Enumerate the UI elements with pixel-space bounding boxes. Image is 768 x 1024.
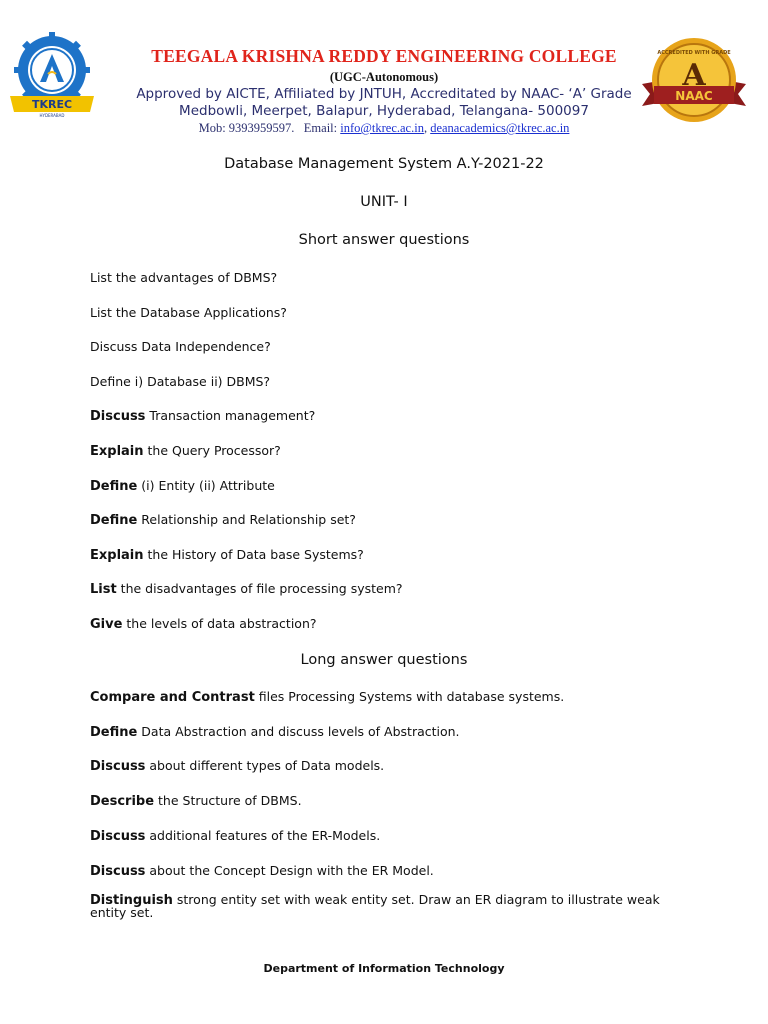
question-item <box>90 617 680 632</box>
question-item <box>90 375 680 389</box>
question-item <box>90 271 680 285</box>
email-link-deanacademics[interactable]: deanacademics@tkrec.ac.in <box>430 121 570 135</box>
question-item <box>90 582 680 597</box>
question-verb: Explain <box>90 547 144 563</box>
logo-right-grade: A <box>682 58 706 93</box>
question-verb: Discuss <box>90 863 146 879</box>
question-item <box>90 444 680 459</box>
short-answer-heading: Short answer questions <box>298 232 470 248</box>
question-text: about the Concept Design with the ER Model. <box>145 862 434 878</box>
logo-right-text: NAAC <box>675 89 713 103</box>
question-text: files Processing Systems with database systems. <box>254 689 565 704</box>
question-text: the History of Data base Systems? <box>143 546 364 562</box>
question-verb: Give <box>90 617 123 632</box>
question-item <box>90 513 680 528</box>
email-link-info[interactable]: info@tkrec.ac.in <box>340 121 424 135</box>
question-text: the Query Processor? <box>143 443 281 458</box>
question-item <box>90 690 680 705</box>
question-text: (i) Entity (ii) Attribute <box>137 477 275 493</box>
department-footer: Department of Information Technology <box>263 962 505 975</box>
question-verb: Discuss <box>90 409 146 425</box>
question-item <box>90 548 680 563</box>
unit-title: UNIT- I <box>360 194 408 210</box>
question-verb: Explain <box>90 444 144 459</box>
logo-right-arc-text: ACCREDITED WITH GRADE <box>657 50 731 56</box>
question-item <box>90 894 680 919</box>
logo-left-text: TKREC <box>31 98 73 111</box>
question-text: List the advantages of DBMS? <box>90 270 278 285</box>
question-verb: Describe <box>90 794 155 810</box>
question-item <box>90 340 680 354</box>
question-text: Data Abstraction and discuss levels of Abstraction. <box>137 723 460 739</box>
question-item <box>90 759 680 774</box>
question-text: Discuss Data Independence? <box>90 339 271 355</box>
mobile-number: Mob: 9393959597. <box>198 121 295 135</box>
question-verb: Define <box>90 513 138 529</box>
question-text: Define i) Database ii) DBMS? <box>90 373 271 389</box>
question-item <box>90 409 680 424</box>
question-text: Transaction management? <box>145 408 316 424</box>
question-verb: Define <box>90 478 138 494</box>
question-text: strong entity set with weak entity set. Draw an ER diagram to illustrate weak entity set. <box>90 892 660 920</box>
question-item <box>90 306 680 320</box>
contact-line <box>0 121 768 136</box>
question-item <box>90 829 680 844</box>
question-text: additional features of the ER-Models. <box>145 827 381 843</box>
college-name: TEEGALA KRISHNA REDDY ENGINEERING COLLEGE <box>151 46 617 66</box>
logo-left-subtext: HYDERABAD <box>39 113 65 118</box>
long-answer-heading: Long answer questions <box>300 652 468 668</box>
question-item <box>90 864 680 879</box>
question-item <box>90 725 680 740</box>
question-verb: Define <box>90 724 138 740</box>
email-separator: , <box>423 121 428 135</box>
question-verb: Compare and Contrast <box>90 690 255 705</box>
question-verb: List <box>90 582 117 598</box>
autonomous-status: (UGC-Autonomous) <box>329 70 439 84</box>
question-text: List the Database Applications? <box>90 304 287 320</box>
question-verb: Distinguish <box>90 893 173 908</box>
subject-title: Database Management System A.Y-2021-22 <box>224 156 544 172</box>
email-label: Email: <box>303 121 338 135</box>
question-verb: Discuss <box>90 759 146 775</box>
question-text: about different types of Data models. <box>145 758 385 774</box>
question-verb: Discuss <box>90 828 146 844</box>
approval-line: Approved by AICTE, Affiliated by JNTUH, Accreditated by NAAC- ‘A’ Grade <box>136 86 632 102</box>
question-text: Relationship and Relationship set? <box>137 512 356 528</box>
question-item <box>90 479 680 494</box>
question-item <box>90 794 680 809</box>
address-line: Medbowli, Meerpet, Balapur, Hyderabad, Telangana- 500097 <box>179 103 589 119</box>
question-text: the levels of data abstraction? <box>122 616 317 631</box>
question-text: the Structure of DBMS. <box>154 793 302 809</box>
question-text: the disadvantages of file processing system? <box>116 581 403 597</box>
